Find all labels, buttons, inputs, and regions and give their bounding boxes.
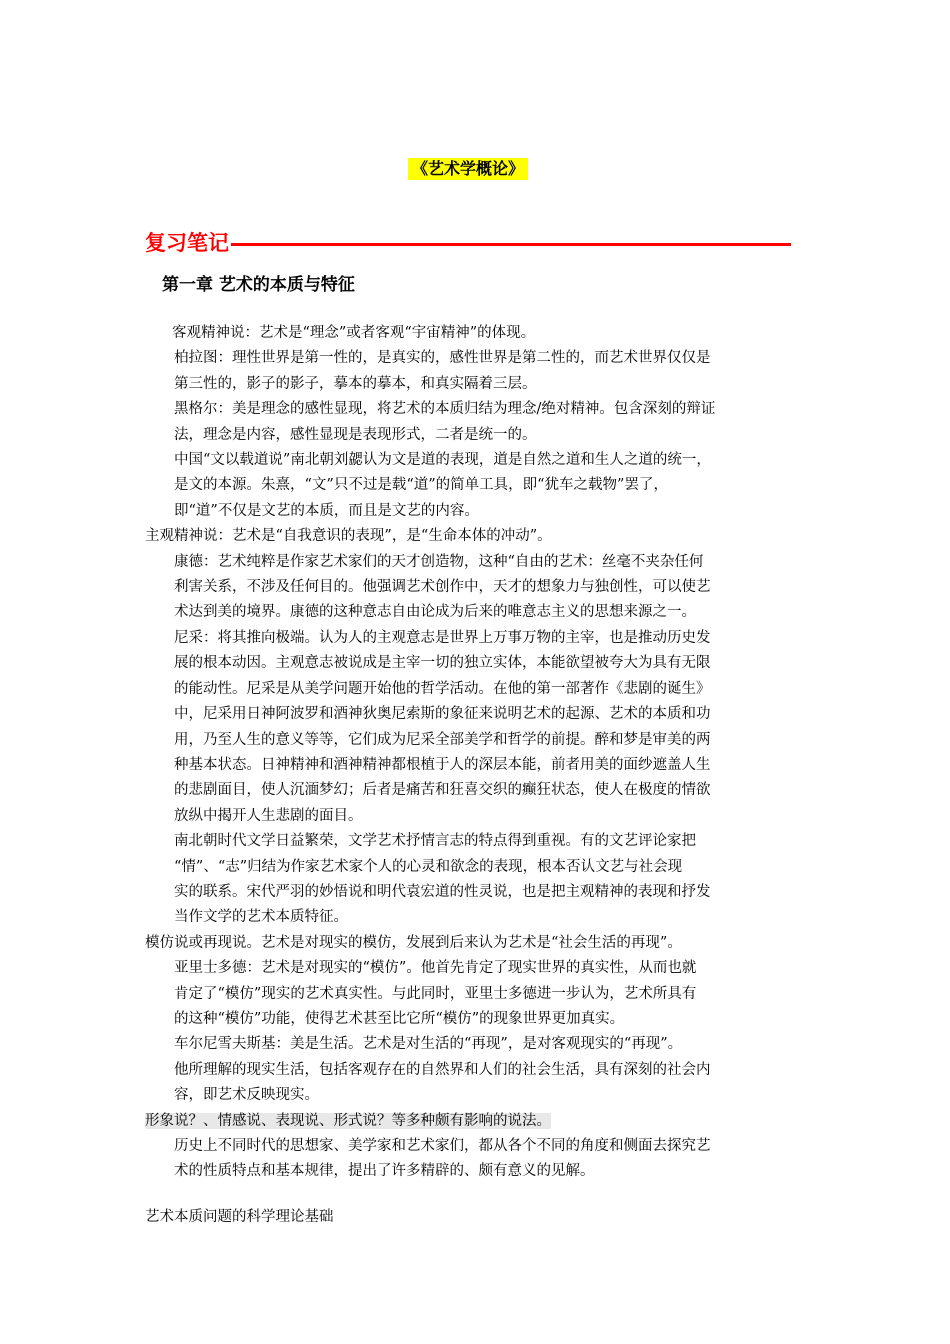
- text-line-content: 展的根本动因。主观意志被说成是主宰一切的独立实体，本能欲望被夸大为具有无限: [174, 655, 711, 672]
- closing-line: 艺术本质问题的科学理论基础: [145, 1208, 334, 1225]
- text-line-content: 模仿说或再现说。艺术是对现实的模仿，发展到后来认为艺术是“社会生活的再现”。: [145, 934, 682, 951]
- text-line: [145, 1159, 825, 1184]
- text-line-content: 中，尼采用日神阿波罗和酒神狄奥尼索斯的象征来说明艺术的起源、艺术的本质和功: [174, 706, 711, 723]
- text-line-content: 尼采：将其推向极端。认为人的主观意志是世界上万事万物的主宰，也是推动历史发: [174, 629, 711, 646]
- section-heading: [145, 228, 805, 258]
- text-line-content: 当作文学的艺术本质特征。: [174, 909, 348, 926]
- text-line: [145, 448, 825, 473]
- text-line: [145, 1134, 825, 1159]
- text-line-content: 即“道”不仅是文艺的本质，而且是文艺的内容。: [174, 502, 479, 519]
- text-line: [145, 778, 825, 803]
- text-line-content: 法，理念是内容，感性显现是表现形式，二者是统一的。: [174, 426, 537, 443]
- heading-rule: [231, 243, 791, 246]
- text-line-content: 肯定了“模仿”现实的艺术真实性。与此同时，亚里士多德进一步认为，艺术所具有: [174, 985, 697, 1002]
- chapter-title: 第一章 艺术的本质与特征: [162, 275, 355, 295]
- text-line: [145, 855, 825, 880]
- document-title: 《艺术学概论》: [408, 158, 528, 180]
- text-line-content: 的能动性。尼采是从美学问题开始他的哲学活动。在他的第一部著作《悲剧的诞生》: [174, 680, 711, 697]
- text-line: [145, 931, 825, 956]
- text-line: [145, 982, 825, 1007]
- text-line-content: 车尔尼雪夫斯基：美是生活。艺术是对生活的“再现”，是对客观现实的“再现”。: [174, 1036, 683, 1053]
- text-line-content: 黑格尔：美是理念的感性显现，将艺术的本质归结为理念/绝对精神。包含深刻的辩证: [174, 401, 716, 418]
- text-line-content: 南北朝时代文学日益繁荣，文学艺术抒情言志的特点得到重视。有的文艺评论家把: [174, 833, 696, 850]
- text-line-content: 他所理解的现实生活，包括客观存在的自然界和人们的社会生活，具有深刻的社会内: [174, 1061, 711, 1078]
- text-line: [145, 804, 825, 829]
- text-line: [145, 905, 825, 930]
- text-line-content: 容，即艺术反映现实。: [174, 1087, 319, 1104]
- paragraph-gap: [145, 1185, 825, 1205]
- text-line-content: 术的性质特点和基本规律，提出了许多精辟的、颇有意义的见解。: [174, 1163, 595, 1180]
- text-line-content: 种基本状态。日神精神和酒神精神都根植于人的深层本能，前者用美的面纱遮盖人生: [174, 756, 711, 773]
- text-line-content: 形象说？、情感说、表现说、形式说？等多种颇有影响的说法。: [145, 1112, 551, 1129]
- text-line-content: 亚里士多德：艺术是对现实的“模仿”。他首先肯定了现实世界的真实性，从而也就: [174, 960, 697, 977]
- text-line: [145, 550, 825, 575]
- text-line-content: 的悲剧面目，使人沉湎梦幻；后者是痛苦和狂喜交织的癫狂状态，使人在极度的情欲: [174, 782, 711, 799]
- text-line-content: “情”、“志”归结为作家艺术家个人的心灵和欲念的表现，根本否认文艺与社会现: [174, 858, 683, 875]
- text-line: [145, 473, 825, 498]
- text-line: [145, 575, 825, 600]
- text-line-content: 利害关系，不涉及任何目的。他强调艺术创作中，天才的想象力与独创性，可以使艺: [174, 579, 711, 596]
- section-heading-text: 复习笔记: [145, 231, 229, 255]
- text-line-content: 康德：艺术纯粹是作家艺术家们的天才创造物，这种“自由的艺术：丝毫不夹杂任何: [174, 553, 704, 570]
- text-line-content: 第三性的，影子的影子，摹本的摹本，和真实隔着三层。: [174, 375, 537, 392]
- text-line: [145, 321, 825, 346]
- text-line: [145, 397, 825, 422]
- document-body: [145, 321, 825, 1230]
- text-line-content: 用，乃至人生的意义等等，它们成为尼采全部美学和哲学的前提。醉和梦是审美的两: [174, 731, 711, 748]
- text-line-content: 客观精神说：艺术是“理念”或者客观“宇宙精神”的体现。: [172, 325, 536, 341]
- text-line: [145, 499, 825, 524]
- text-line: [145, 1109, 825, 1134]
- text-line-content: 是文的本源。朱熹，“文”只不过是载“道”的简单工具，即“犹车之载物”罢了，: [174, 477, 668, 494]
- text-line-content: 放纵中揭开人生悲剧的面目。: [174, 807, 363, 824]
- text-line: [145, 702, 825, 727]
- text-line: [145, 1083, 825, 1108]
- text-line: [145, 728, 825, 753]
- text-line: [145, 626, 825, 651]
- text-line: [145, 651, 825, 676]
- text-line: [145, 372, 825, 397]
- text-line: [145, 423, 825, 448]
- text-line: [145, 677, 825, 702]
- text-line-content: 柏拉图：理性世界是第一性的，是真实的，感性世界是第二性的，而艺术世界仅仅是: [174, 350, 711, 367]
- text-line-content: 实的联系。宋代严羽的妙悟说和明代袁宏道的性灵说，也是把主观精神的表现和抒发: [174, 883, 711, 900]
- text-line-content: 术达到美的境界。康德的这种意志自由论成为后来的唯意志主义的思想来源之一。: [174, 604, 696, 621]
- text-line: [145, 600, 825, 625]
- text-line: [145, 753, 825, 778]
- text-line-content: 历史上不同时代的思想家、美学家和艺术家们，都从各个不同的角度和侧面去探究艺: [174, 1138, 711, 1154]
- text-line: [145, 1058, 825, 1083]
- text-line-content: 主观精神说：艺术是“自我意识的表现”，是“生命本体的冲动”。: [145, 528, 552, 545]
- text-line-content: 中国“文以载道说”南北朝刘勰认为文是道的表现，道是自然之道和生人之道的统一，: [174, 452, 711, 469]
- text-line: [145, 346, 825, 371]
- text-line: [145, 829, 825, 854]
- text-line: [145, 1032, 825, 1057]
- text-line: [145, 524, 825, 549]
- text-line: [145, 880, 825, 905]
- text-line: [145, 956, 825, 981]
- text-line: [145, 1007, 825, 1032]
- text-line-content: 的这种“模仿”功能，使得艺术甚至比它所“模仿”的现象世界更加真实。: [174, 1010, 625, 1027]
